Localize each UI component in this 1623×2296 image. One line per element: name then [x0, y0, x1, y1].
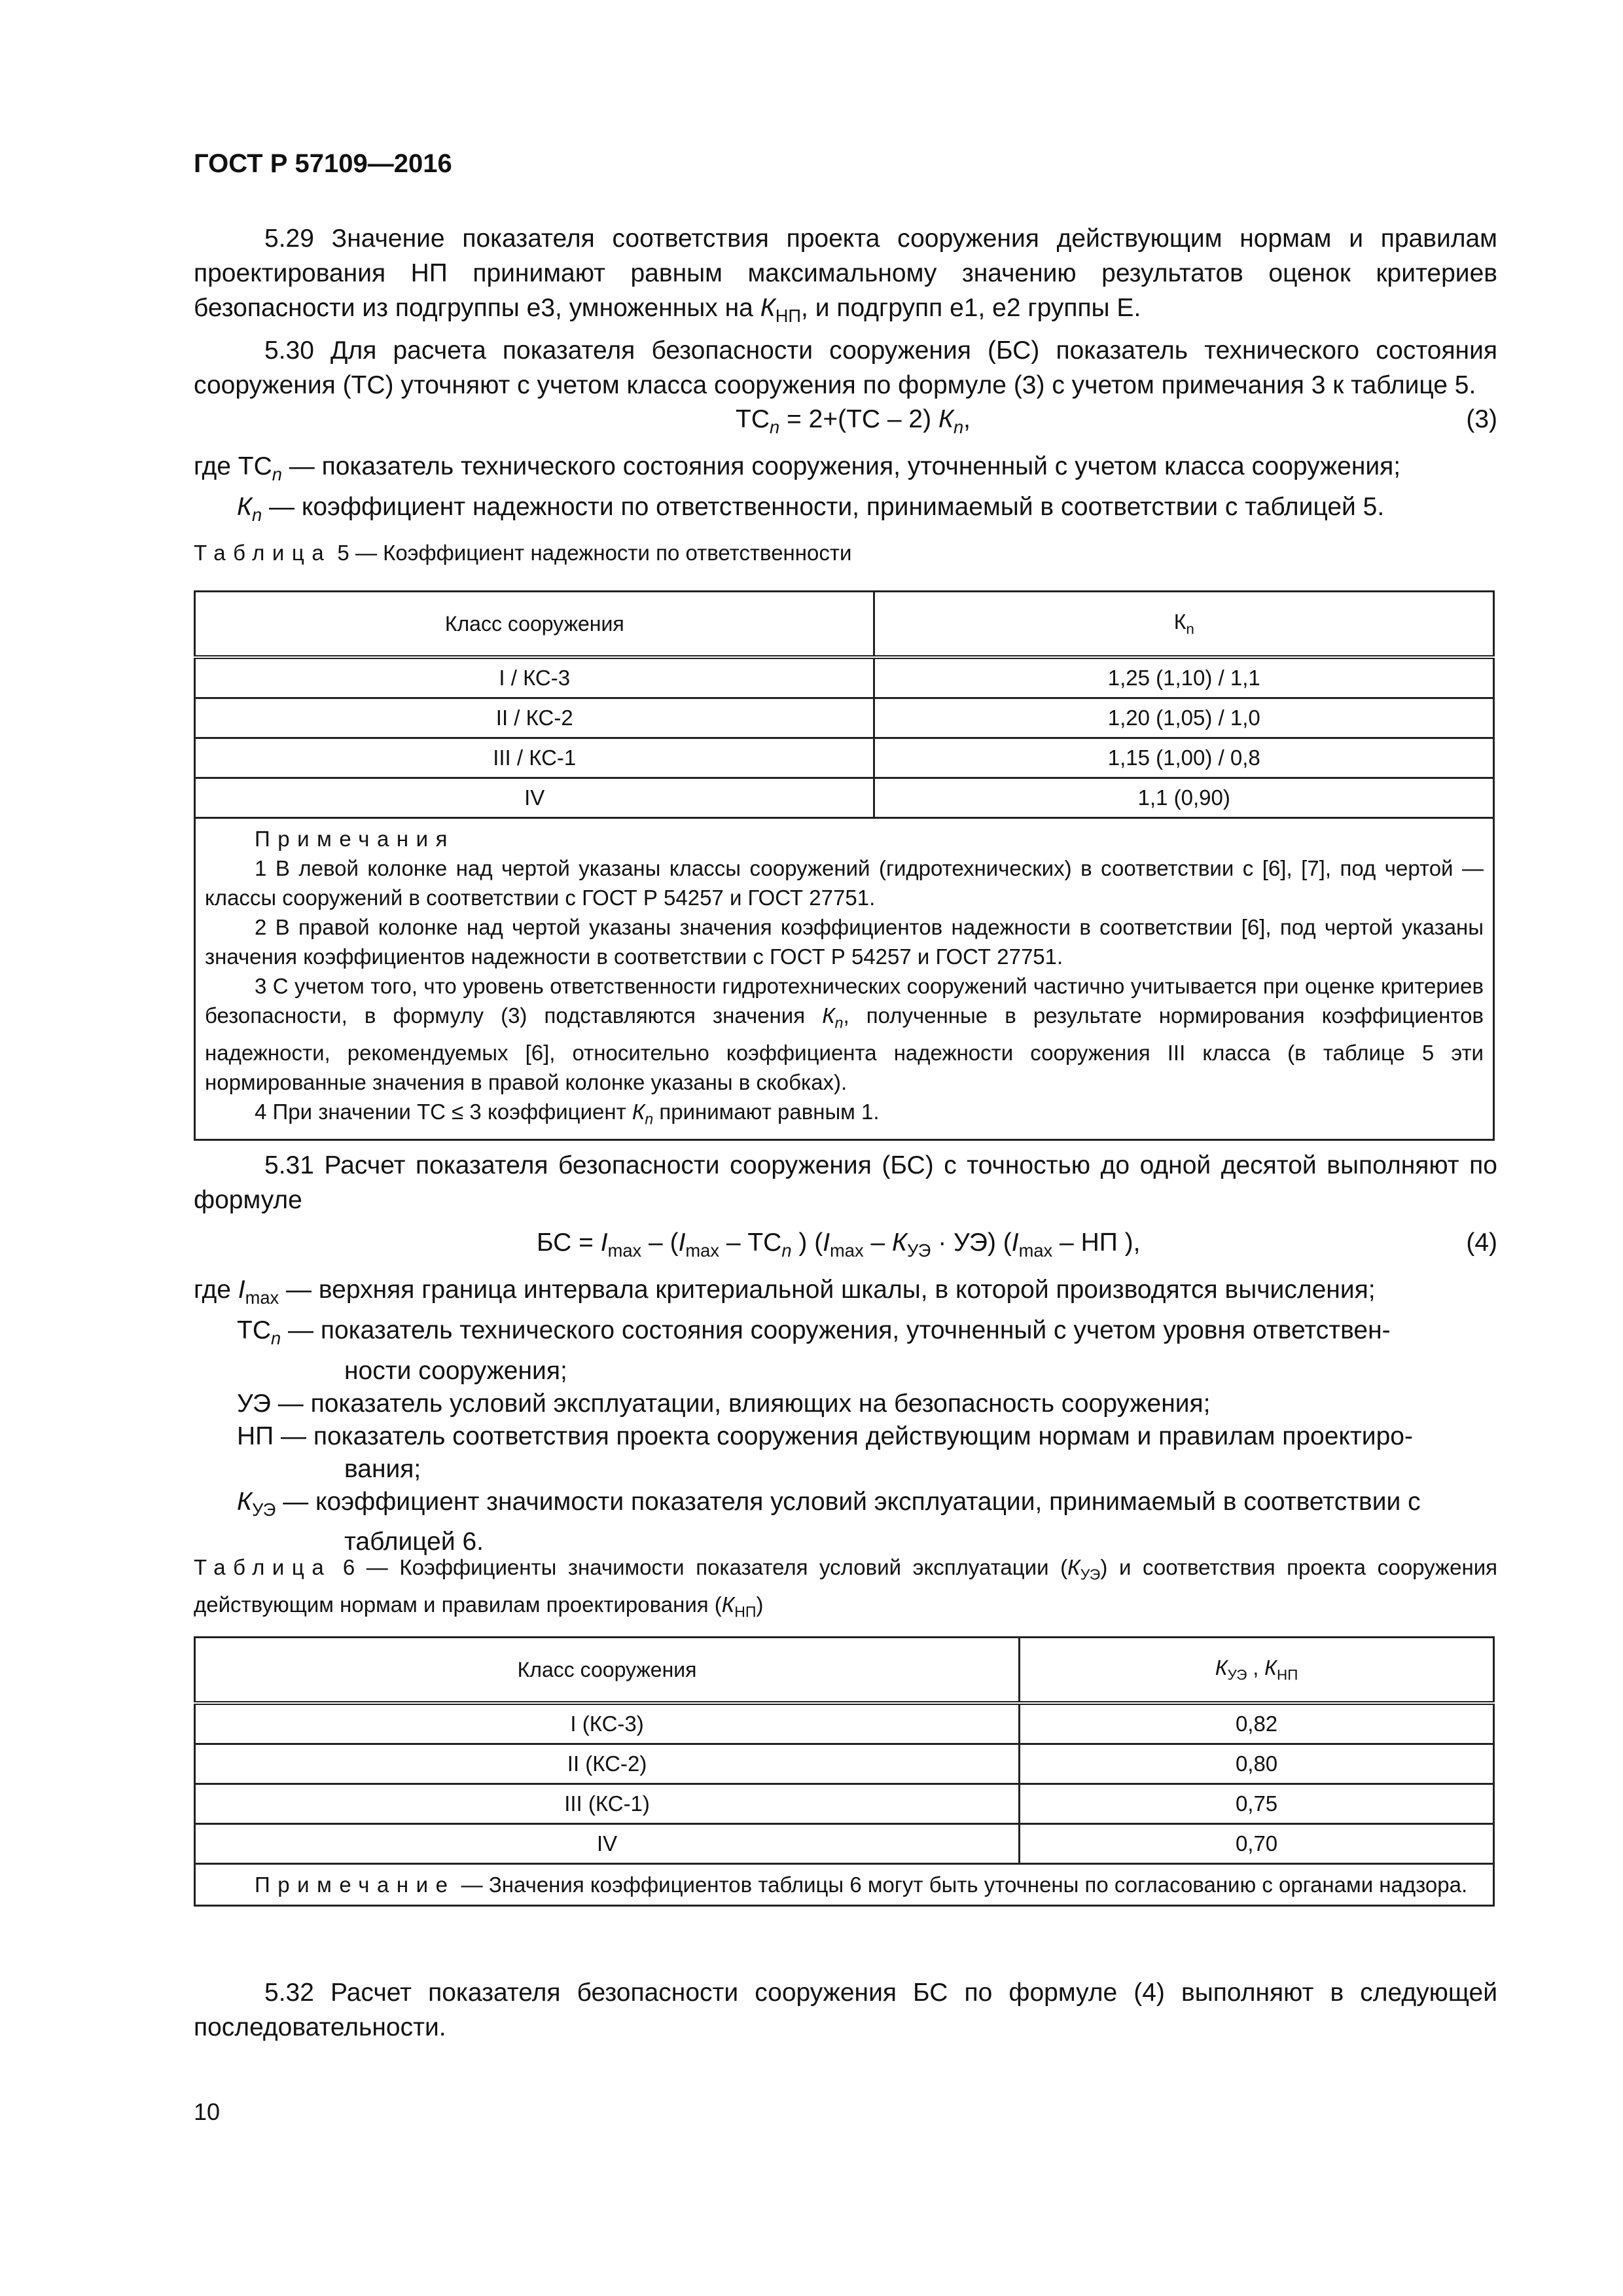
table-row: II (КС-2) 0,80 — [195, 1744, 1494, 1784]
table-5-header — [195, 592, 1494, 658]
definition-k-n: $К_n$ — коэффициент надежности по ответственности, принимаемый в соответствии с таблицей 5. — [237, 492, 1385, 525]
definition-ue: УЭ — показатель условий эксплуатации, влияющих на безопасность сооружения; — [237, 1389, 1211, 1418]
table-6-note-text: Примечание — Значения коэффициентов таблицы 6 могут быть уточнены по согласованию с органами надзора. — [255, 1873, 1468, 1897]
paragraph-5-30: 5.30 Для расчета показателя безопасности сооружения (БС) показатель технического состояния сооружения (ТС) уточняют с учетом класса сооружения по формуле (3) с учетом примечания 3 к таблице 5. — [194, 336, 1497, 399]
formula-4-definitions — [194, 1274, 1497, 1558]
table-row: I (КС-3) 0,82 — [195, 1703, 1494, 1744]
section-5-32 — [194, 1975, 1497, 2045]
table-5-caption: Таблица 5 — Коэффициент надежности по ответственности — [194, 541, 852, 565]
definition-tc-n: $ТС_n$ — показатель технического состояния сооружения, уточненный с учетом уровня ответствен- — [237, 1316, 1391, 1348]
section-5-31 — [194, 1148, 1497, 1217]
note-3: 3 С учетом того, что уровень ответственности гидротехнических сооружений частично учитывается при оценке критериев безопасности, в формулу (3) подставляются значения $К_n$, полученные в результате нормирования коэффициентов надежности, рекомендуемых [6], относительно коэффициента надежности сооружения III класса (в таблице 5 эти нормированные значения в правой колонке указаны в скобках). — [205, 974, 1484, 1094]
definition-tc-n-cont: ности сооружения; — [344, 1356, 567, 1385]
definition-np: НП — показатель соответствия проекта сооружения действующим нормам и правилам проектиро- — [237, 1422, 1413, 1450]
paragraph-5-29: 5.29 Значение показателя соответствия проекта сооружения действующим нормам и правилам проектирования НП принимают равным максимальному значению результатов оценок критериев безопасности из подгруппы е3, умноженных на $К_{НП}$, и подгрупп е1, е2 группы Е. — [194, 224, 1497, 326]
table-row: III / КС-1 1,15 (1,00) / 0,8 — [195, 738, 1494, 778]
note-4: 4 При значении ТС ≤ 3 коэффициент $К_n$ принимают равным 1. — [255, 1099, 880, 1128]
note-2: 2 В правой колонке над чертой указаны значения коэффициентов надежности в соответствии [6], под чертой указаны значения коэффициентов надежности в соответствии с ГОСТ Р 54257 и ГОСТ 27751. — [205, 915, 1484, 969]
table-6-note-row — [195, 1864, 1494, 1906]
definition-np-cont: вания; — [344, 1454, 421, 1483]
formula-3: $ТС_n = 2+(ТС - 2)$ $К_n$, — [736, 405, 971, 437]
table-5 — [194, 590, 1495, 1141]
formula-3-number: (3) — [1466, 405, 1497, 433]
table-6-header — [195, 1638, 1494, 1704]
table-6-col-k: $К_{УЭ}$ , $К_{НП}$ — [1020, 1638, 1494, 1704]
paragraph-5-32: 5.32 Расчет показателя безопасности сооружения БС по формуле (4) выполняют в следующей последовательности. — [194, 1979, 1497, 2041]
document-header: ГОСТ Р 57109—2016 — [194, 149, 452, 178]
definition-imax: где $I_{max}$ — верхняя граница интервала критериальной шкалы, в которой производятся вычисления; — [194, 1276, 1376, 1308]
table-row: IV 1,1 (0,90) — [195, 778, 1494, 818]
formula-3-definitions — [194, 450, 1497, 531]
table-6-caption: Таблица 6 — Коэффициенты значимости показателя условий эксплуатации $(К_{УЭ})$ и соответствия проекта сооружения действующим нормам и правилам проектирования $(К_{НП})$ — [194, 1555, 1497, 1621]
definition-tc-n: где $ТС_n$ — показатель технического состояния сооружения, уточненный с учетом класса сооружения; — [194, 452, 1401, 484]
definition-k-ue-cont: таблицей 6. — [344, 1528, 484, 1556]
paragraph-5-31: 5.31 Расчет показателя безопасности сооружения (БС) с точностью до одной десятой выполняют по формуле — [194, 1151, 1497, 1214]
formula-4-number: (4) — [1466, 1229, 1497, 1257]
section-5-29-30 — [194, 221, 1497, 403]
notes-title: Примечания — [255, 827, 455, 851]
table-5-col-k: $К_n$ — [874, 592, 1494, 658]
table-row: II / КС-2 1,20 (1,05) / 1,0 — [195, 698, 1494, 738]
table-row: IV 0,70 — [195, 1824, 1494, 1864]
note-1: 1 В левой колонке над чертой указаны классы сооружений (гидротехнических) в соответствии с [6], [7], под чертой — классы сооружений в соответствии с ГОСТ Р 54257 и ГОСТ 27751. — [205, 856, 1484, 910]
table-5-notes — [195, 818, 1494, 1140]
formula-4: БС = $I_{max} - (I_{max} - ТС_n$ ) $(I_{max} - К_{УЭ} \cdot УЭ)$ ($I_{max}$ – НП ), — [537, 1229, 1141, 1261]
table-5-notes-row — [195, 818, 1494, 1140]
table-row: I / КС-3 1,25 (1,10) / 1,1 — [195, 657, 1494, 698]
table-row: III (КС-1) 0,75 — [195, 1784, 1494, 1824]
page-number: 10 — [194, 2098, 221, 2125]
table-6-note — [195, 1864, 1494, 1906]
table-5-col-class: Класс сооружения — [195, 592, 874, 658]
table-6-col-class: Класс сооружения — [195, 1638, 1020, 1704]
definition-k-ue: $К_{УЭ}$ — коэффициент значимости показателя условий эксплуатации, принимаемый в соответствии с — [237, 1487, 1421, 1520]
table-6 — [194, 1636, 1495, 1907]
